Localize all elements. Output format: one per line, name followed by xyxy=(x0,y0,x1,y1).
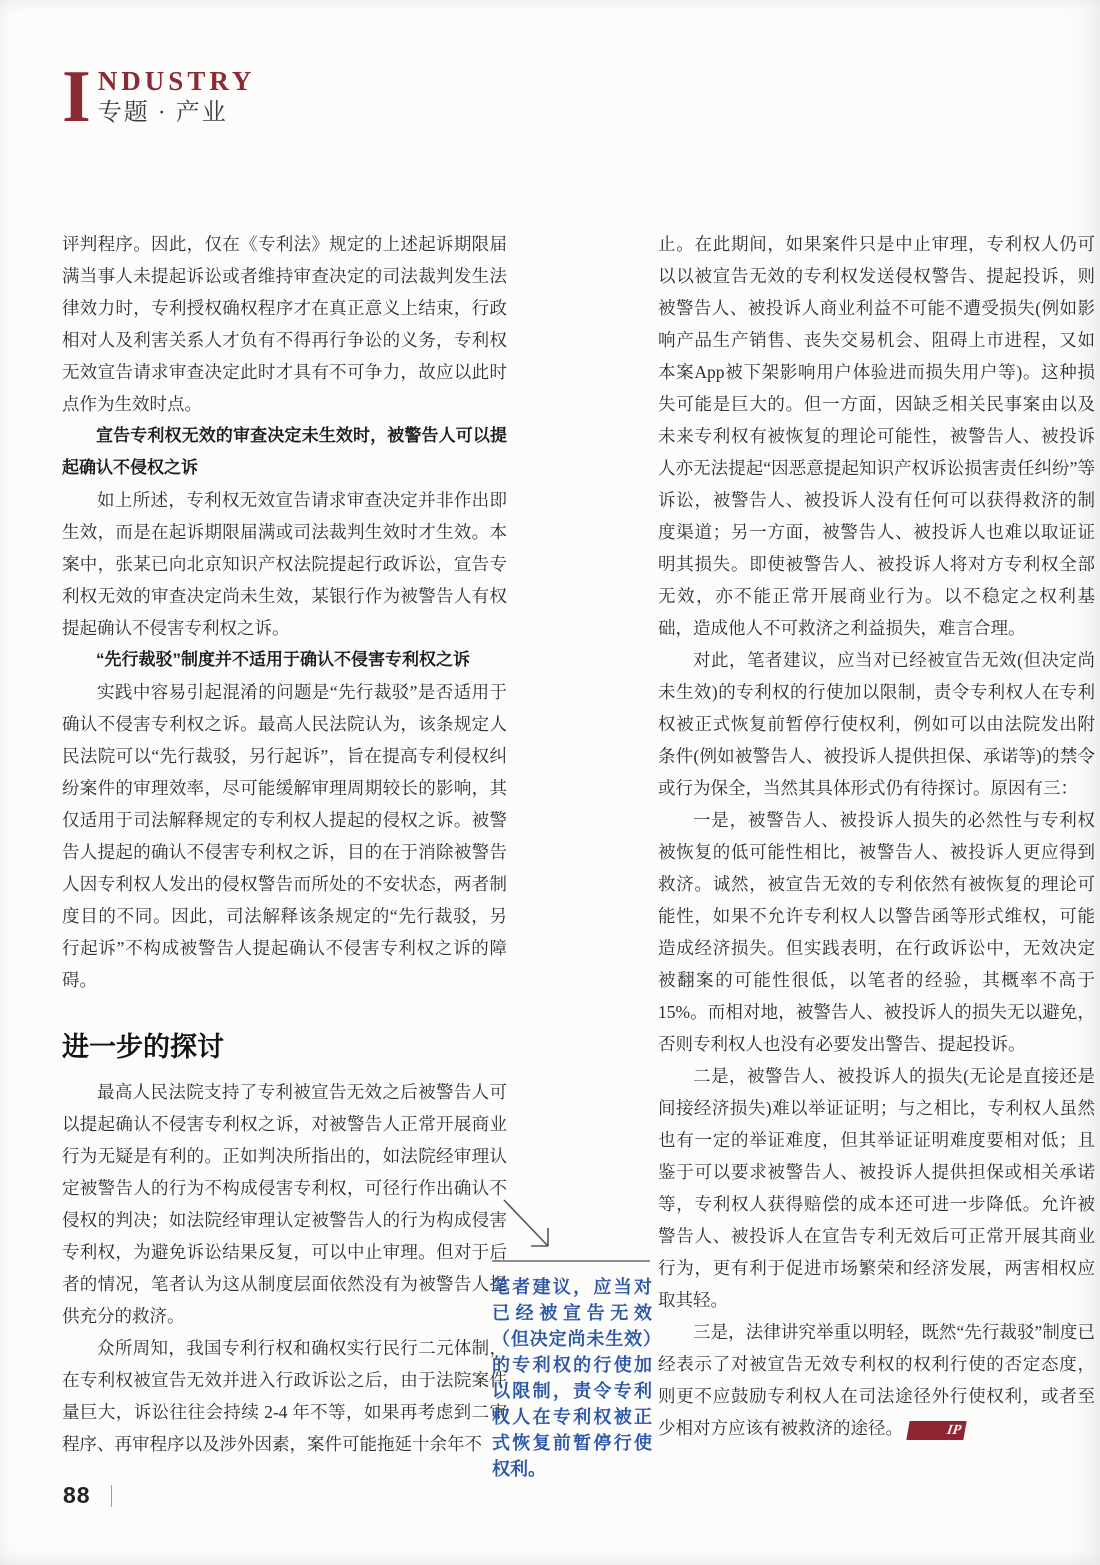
paragraph: 评判程序。因此，仅在《专利法》规定的上述起诉期限届满当事人未提起诉讼或者维持审查决定的司法裁判发生法律效力时，专利授权确权程序才在真正意义上结束，行政相对人及利害关系人才负有不得再行争讼的义务，专利权无效宣告请求审查决定此时才具有不可争力，故应以此时点作为生效时点。 xyxy=(62,234,507,414)
page-number: 88 xyxy=(63,1482,91,1508)
logo-text-block xyxy=(98,66,256,127)
arrow-down-right-icon xyxy=(500,1196,564,1258)
right-column xyxy=(658,228,1095,1444)
logo-wordmark: NDUSTRY xyxy=(97,66,256,96)
paragraph: 实践中容易引起混淆的问题是“先行裁驳”是否适用于确认不侵害专利权之诉。最高人民法院认为，该条规定人民法院可以“先行裁驳，另行起诉”，旨在提高专利侵权纠纷案件的审理效率，尽可能缓解审理周期较长的影响，其仅适用于司法解释规定的专利权人提起的侵权之诉。被警告人提起的确认不侵害专利权之诉，目的在于消除被警告人因专利权人发出的侵权警告而所处的不安状态，两者制度目的不同。因此，司法解释该条规定的“先行裁驳，另行起诉”不构成被警告人提起确认不侵害专利权之诉的障碍。 xyxy=(62,682,507,990)
section-heading: 进一步的探讨 xyxy=(62,1032,224,1062)
closing-text: 三是，法律讲究举重以明轻，既然“先行裁驳”制度已经表示了对被宣告无效专利权的权利行使的否定态度，则更不应鼓励专利权人在司法途径外行使权利，或者至少相对方应该有被救济的途径。 xyxy=(658,1322,1095,1438)
page-footer xyxy=(63,1482,112,1509)
page-number-divider xyxy=(111,1485,112,1507)
pull-quote-divider xyxy=(492,1260,650,1262)
logo-subtitle: 专题 · 产业 xyxy=(97,100,228,126)
paragraph: 止。在此期间，如果案件只是中止审理，专利权人仍可以以被宣告无效的专利权发送侵权警告、提起投诉，则被警告人、被投诉人商业利益不可能不遭受损失(例如影响产品生产销售、丧失交易机会、阻碍上市进程，又如本案App被下架影响用户体验进而损失用户等)。这种损失可能是巨大的。但一方面，因缺乏相关民事案由以及未来专利权有被恢复的理论可能性，被警告人、被投诉人亦无法提起“因恶意提起知识产权诉讼损害责任纠纷”等诉讼，被警告人、被投诉人没有任何可以获得救济的制度渠道；另一方面，被警告人、被投诉人也难以取证证明其损失。即使被警告人、被投诉人将对方专利权全部无效，亦不能正常开展商业行为。以不稳定之权利基础，造成他人不可救济之利益损失，难言合理。 xyxy=(658,234,1095,638)
paragraph: 对此，笔者建议，应当对已经被宣告无效(但决定尚未生效)的专利权的行使加以限制，责令专利权人在专利权被正式恢复前暂停行使权利，例如可以由法院发出附条件(例如被警告人、被投诉人提供担保、承诺等)的禁令或行为保全，当然其具体形式仍有待探讨。原因有三： xyxy=(658,650,1095,798)
pull-quote-text: 笔者建议，应当对已经被宣告无效（但决定尚未生效）的专利权的行使加以限制，责令专利权人在专利权被正式恢复前暂停行使权利。 xyxy=(492,1277,652,1479)
paragraph: 众所周知，我国专利行权和确权实行民行二元体制，在专利权被宣告无效并进入行政诉讼之后，由于法院案件量巨大，诉讼往往会持续 2-4 年不等，如果再考虑到二审程序、再审程序以及涉外因素，案件可能拖延十余年不 xyxy=(62,1338,507,1454)
closing-paragraph xyxy=(658,1316,1095,1444)
paragraph: 如上所述，专利权无效宣告请求审查决定并非作出即生效，而是在起诉期限届满或司法裁判生效时才生效。本案中，张某已向北京知识产权法院提起行政诉讼，宣告专利权无效的审查决定尚未生效，某银行作为被警告人有权提起确认不侵害专利权之诉。 xyxy=(62,490,507,638)
subheading: 宣告专利权无效的审查决定未生效时，被警告人可以提起确认不侵权之诉 xyxy=(62,426,507,477)
paragraph: 最高人民法院支持了专利被宣告无效之后被警告人可以提起确认不侵害专利权之诉，对被警告人正常开展商业行为无疑是有利的。正如判决所指出的，如法院经审理认定被警告人的行为不构成侵害专利权，可径行作出确认不侵权的判决；如法院经审理认定被警告人的行为构成侵害专利权，为避免诉讼结果反复，可以中止审理。但对于后者的情况，笔者认为这从制度层面依然没有为被警告人提供充分的救济。 xyxy=(62,1082,507,1326)
pull-quote xyxy=(492,1196,652,1482)
subheading: “先行裁驳”制度并不适用于确认不侵害专利权之诉 xyxy=(96,650,470,669)
page-header-logo xyxy=(62,56,256,138)
paragraph: 二是，被警告人、被投诉人的损失(无论是直接还是间接经济损失)难以举证证明；与之相比，专利权人虽然也有一定的举证难度，但其举证证明难度要相对低；且鉴于可以要求被警告人、被投诉人提供担保或相关承诺等，专利权人获得赔偿的成本还可进一步降低。允许被警告人、被投诉人在宣告专利无效后可正常开展其商业行为，更有利于促进市场繁荣和经济发展，两害相权应取其轻。 xyxy=(658,1066,1095,1310)
paragraph: 一是，被警告人、被投诉人损失的必然性与专利权被恢复的低可能性相比，被警告人、被投诉人更应得到救济。诚然，被宣告无效的专利依然有被恢复的理论可能性，如果不允许专利权人以警告函等形式维权，可能造成经济损失。但实践表明，在行政诉讼中，无效决定被翻案的可能性很低，以笔者的经验，其概率不高于15%。而相对地，被警告人、被投诉人的损失无以避免，否则专利权人也没有必要发出警告、提起投诉。 xyxy=(658,810,1095,1054)
ip-end-mark: IP xyxy=(906,1421,966,1440)
logo-initial: I xyxy=(62,56,91,138)
left-column xyxy=(62,228,507,1460)
